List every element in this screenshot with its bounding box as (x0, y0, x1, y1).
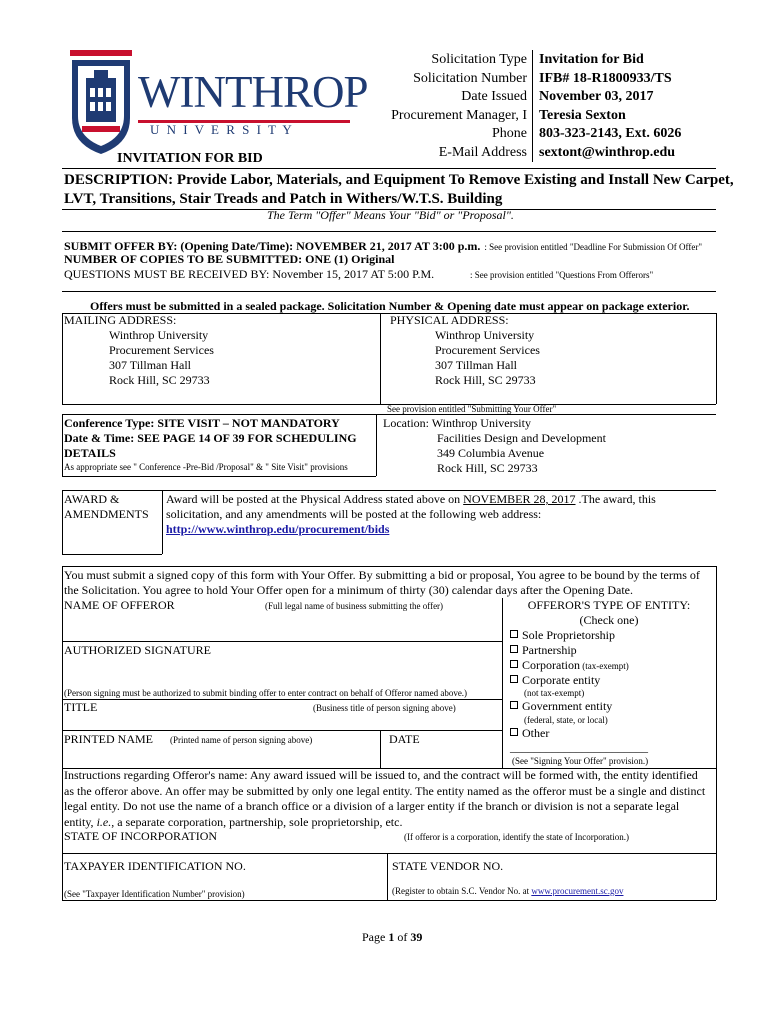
location-line: Facilities Design and Development (437, 431, 606, 445)
mailing-address (109, 328, 214, 388)
checkbox-icon[interactable] (510, 728, 518, 736)
checkbox-icon[interactable] (510, 630, 518, 638)
submit-offer-by-text: SUBMIT OFFER BY: (Opening Date/Time): NOVEMBER 21, 2017 AT 3:00 p.m. (64, 239, 481, 253)
title-label: TITLE (64, 700, 98, 714)
procurement-sc-link[interactable]: www.procurement.sc.gov (531, 886, 624, 896)
submit-offer-by-note: : See provision entitled "Deadline For Submission Of Offer" (484, 242, 703, 252)
entity-option[interactable] (510, 643, 629, 658)
state-vendor-label: STATE VENDOR NO. (392, 859, 504, 873)
winthrop-seal-icon (66, 48, 136, 158)
field-label-phone: Phone (492, 126, 527, 141)
offeror-intro-2: the Solicitation. You agree to hold Your Offer open for a minimum of thirty (30) calendar days after the Opening Date. (64, 583, 633, 597)
instructions-ie: i.e. (96, 814, 112, 829)
printed-name-note: (Printed name of person signing above) (170, 735, 313, 745)
physical-address-label: PHYSICAL ADDRESS: (390, 313, 509, 327)
field-label-email: E-Mail Address (438, 144, 527, 160)
procurement-manager-value: Teresia Sexton (539, 107, 626, 123)
conference-type-value: : SITE VISIT – NOT MANDATORY (150, 416, 340, 430)
entity-option-government[interactable] (510, 699, 612, 714)
conference-datetime-cont: DETAILS (64, 446, 116, 460)
checkbox-icon[interactable] (510, 701, 518, 709)
conference-datetime: Date & Time: SEE PAGE 14 OF 39 FOR SCHEDULING (64, 431, 357, 445)
entity-signing-note: (See "Signing Your Offer" provision.) (512, 756, 649, 766)
page-number (362, 930, 422, 945)
location-line: 349 Columbia Avenue (437, 446, 545, 460)
entity-check-one: (Check one) (579, 613, 639, 627)
field-label-solicitation-type: Solicitation Type (431, 52, 527, 67)
mailing-line: Winthrop University (109, 328, 209, 342)
questions-deadline: QUESTIONS MUST BE RECEIVED BY: November 15, 2017 AT 5:00 P.M. (64, 267, 435, 281)
location-line: Rock Hill, SC 29733 (437, 461, 538, 475)
email-value[interactable]: sextont@winthrop.edu (539, 144, 676, 160)
header-fields-values (539, 51, 739, 162)
description-line-1: DESCRIPTION: Provide Labor, Materials, and Equipment To Remove Existing and Install New Carpet, (64, 172, 734, 188)
field-label-solicitation-number: Solicitation Number (413, 70, 527, 86)
questions-note: : See provision entitled "Questions From Offerors" (470, 270, 654, 280)
university-logo (66, 48, 368, 158)
entity-option-label: Corporate entity (522, 673, 601, 687)
offeror-intro-1: You must submit a signed copy of this form with Your Offer. By submitting a bid or proposal, You agree to be bound by the terms of (64, 568, 700, 582)
mailing-address-label: MAILING ADDRESS: (64, 313, 177, 327)
instructions-text: entity, (64, 814, 97, 829)
award-text-1 (166, 492, 656, 507)
entity-option-label: Government entity (522, 699, 613, 713)
title-note: (Business title of person signing above) (313, 703, 456, 713)
award-label (64, 492, 149, 522)
checkbox-icon[interactable] (510, 660, 518, 668)
award-text-post: .The award, this (575, 492, 656, 506)
phone-value: 803-323-2143, Ext. 6026 (539, 126, 682, 141)
page-current: 1 (388, 930, 395, 944)
entity-option-label: Other (522, 726, 550, 740)
name-of-offeror-note: (Full legal name of business submitting the offer) (265, 601, 444, 611)
mailing-line: 307 Tillman Hall (109, 358, 192, 372)
award-text-2: solicitation, and any amendments will be posted at the following web address: (166, 507, 542, 521)
mailing-line: Procurement Services (109, 343, 214, 357)
checkbox-icon[interactable] (510, 675, 518, 683)
submitting-offer-note: See provision entitled "Submitting Your Offer" (387, 404, 557, 414)
entity-option-label: Partnership (522, 643, 577, 657)
state-vendor-note-text: (Register to obtain S.C. Vendor No. at (392, 886, 532, 896)
entity-options (510, 628, 629, 688)
physical-address (435, 328, 540, 388)
state-vendor-note (392, 886, 623, 897)
physical-line: Procurement Services (435, 343, 540, 357)
conference-type (64, 416, 340, 431)
physical-line: Winthrop University (435, 328, 535, 342)
entity-option[interactable] (510, 673, 629, 688)
page-total: 39 (410, 930, 423, 944)
physical-line: 307 Tillman Hall (435, 358, 518, 372)
state-of-incorporation-label: STATE OF INCORPORATION (64, 829, 218, 843)
conference-note: As appropriate see " Conference -Pre-Bid /Proposal" & " Site Visit" provisions (64, 462, 348, 472)
entity-gov-note: (federal, state, or local) (524, 715, 608, 725)
copies-required: NUMBER OF COPIES TO BE SUBMITTED: ONE (1) Original (64, 252, 395, 266)
sealed-package-notice: Offers must be submitted in a sealed package. Solicitation Number & Opening date must appear on package exterior. (90, 299, 690, 313)
taxpayer-id-label: TAXPAYER IDENTIFICATION NO. (64, 859, 246, 873)
instructions-line (64, 815, 714, 831)
award-text-pre: Award will be posted at the Physical Address stated above on (166, 492, 464, 506)
instructions-text: , a separate corporation, partnership, sole proprietorship, etc. (111, 814, 403, 829)
entity-option-label: Sole Proprietorship (522, 628, 615, 642)
state-of-incorporation-note: (If offeror is a corporation, identify the state of Incorporation.) (404, 832, 629, 842)
date-label: DATE (389, 732, 420, 746)
entity-type-title: OFFEROR'S TYPE OF ENTITY: (527, 598, 691, 612)
instructions-line: as the offeror above. An offer may be submitted by only one legal entity. The entity named as the offeror must be a single and distinct (64, 783, 706, 798)
mailing-line: Rock Hill, SC 29733 (109, 373, 210, 387)
award-date: NOVEMBER 28, 2017 (463, 492, 576, 506)
conference-location (437, 431, 606, 476)
entity-option[interactable] (510, 628, 629, 643)
entity-other-blank[interactable]: _______________________ (510, 740, 648, 754)
instructions (64, 768, 714, 830)
date-issued-value: November 03, 2017 (539, 89, 654, 104)
award-label-line: AWARD & (64, 492, 120, 506)
entity-option[interactable] (510, 658, 629, 673)
logo-subtitle: U N I V E R S I T Y (150, 122, 294, 137)
instructions-line: legal entity. Do not use the name of a branch office or a division of a larger entity if the branch or division is not a separate legal (64, 799, 680, 813)
solicitation-type-value: Invitation for Bid (539, 52, 644, 67)
page-label: Page (362, 930, 389, 944)
field-label-procurement-manager: Procurement Manager, I (391, 107, 527, 123)
solicitation-number-value: IFB# 18-R1800933/TS (539, 70, 672, 86)
header-fields-labels (370, 51, 527, 162)
taxpayer-id-note: (See "Taxpayer Identification Number" provision) (64, 889, 245, 899)
authorized-signature-note: (Person signing must be authorized to submit binding offer to enter contract on behalf of Offeror named above.) (64, 688, 468, 698)
page-of: of (394, 930, 411, 944)
conference-type-label: Conference Type (64, 416, 151, 430)
logo-wordmark: WINTHROP (138, 67, 368, 117)
physical-line: Rock Hill, SC 29733 (435, 373, 536, 387)
instructions-line: Instructions regarding Offeror's name: Any award issued will be issued to, and the contract will be formed with, the entity identified (64, 768, 698, 782)
description-line-2: LVT, Transitions, Stair Treads and Patch in Withers/W.T.S. Building (64, 191, 503, 207)
procurement-bids-link[interactable]: http://www.winthrop.edu/procurement/bids (166, 522, 390, 536)
offer-term-note: The Term "Offer" Means Your "Bid" or "Proposal". (267, 208, 514, 222)
checkbox-icon[interactable] (510, 645, 518, 653)
entity-option-label: Corporation (522, 658, 580, 672)
document-title: INVITATION FOR BID (117, 151, 263, 166)
entity-not-taxexempt-note: (not tax-exempt) (524, 688, 585, 698)
authorized-signature-label: AUTHORIZED SIGNATURE (64, 643, 211, 657)
printed-name-label: PRINTED NAME (64, 732, 153, 746)
entity-option-note: (tax-exempt) (580, 661, 629, 671)
award-label-line: AMENDMENTS (64, 507, 149, 521)
entity-option-other[interactable] (510, 726, 549, 741)
name-of-offeror-label: NAME OF OFFEROR (64, 598, 175, 612)
field-label-date-issued: Date Issued (461, 89, 527, 104)
conference-location-label: Location: Winthrop University (383, 416, 531, 430)
